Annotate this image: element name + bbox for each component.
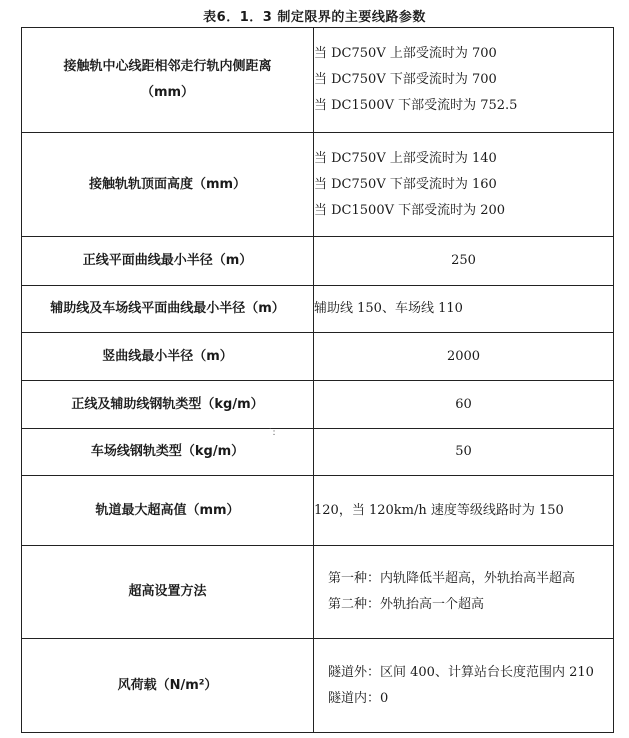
value-line: 当 DC750V 上部受流时为 140 — [314, 150, 497, 166]
table-row — [22, 28, 614, 133]
row-label: 超高设置方法 — [22, 546, 314, 639]
row-value: 2000 — [314, 333, 614, 381]
row-value: 250 — [314, 237, 614, 286]
table-row — [22, 476, 614, 546]
row-label: 正线及辅助线钢轨类型（kg/m） — [22, 381, 314, 429]
table-row — [22, 639, 614, 733]
label-line: 接触轨中心线距相邻走行轨内侧距离 — [63, 59, 272, 74]
label-line: （mm） — [140, 85, 195, 100]
table-row — [22, 333, 614, 381]
table-row — [22, 237, 614, 286]
row-value: 120，当 120km/h 速度等级线路时为 150 — [314, 476, 614, 546]
row-value: 50 — [314, 429, 614, 476]
row-label: 辅助线及车场线平面曲线最小半径（m） — [22, 286, 314, 333]
table-row — [22, 381, 614, 429]
row-value — [314, 133, 614, 237]
value-line: 当 DC1500V 下部受流时为 752.5 — [314, 98, 518, 113]
scan-speck: ˙: — [268, 428, 276, 438]
row-label: 接触轨轨顶面高度（mm） — [22, 133, 314, 237]
value-line: 当 DC750V 上部受流时为 700 — [314, 46, 497, 61]
table-row — [22, 429, 614, 476]
table-row — [22, 286, 614, 333]
value-line: 隧道内：0 — [328, 690, 389, 706]
row-label: 正线平面曲线最小半径（m） — [22, 237, 314, 286]
row-value: 辅助线 150、车场线 110 — [314, 286, 614, 333]
table-row — [22, 133, 614, 237]
value-line: 当 DC750V 下部受流时为 700 — [314, 72, 497, 87]
table-row — [22, 546, 614, 639]
row-value — [314, 28, 614, 133]
value-line: 隧道外：区间 400、计算站台长度范围内 210 — [328, 664, 594, 680]
row-value: 60 — [314, 381, 614, 429]
row-value — [314, 639, 614, 733]
value-line: 当 DC1500V 下部受流时为 200 — [314, 202, 506, 218]
row-label: 风荷载（N/m²） — [22, 639, 314, 733]
row-label: 竖曲线最小半径（m） — [22, 333, 314, 381]
row-value — [314, 546, 614, 639]
table-caption: 表6．1．3 制定限界的主要线路参数 — [203, 10, 426, 25]
parameters-table — [21, 27, 614, 733]
row-label — [22, 28, 314, 133]
row-label: 轨道最大超高值（mm） — [22, 476, 314, 546]
value-line: 当 DC750V 下部受流时为 160 — [314, 176, 497, 192]
value-line: 第二种：外轨抬高一个超高 — [328, 597, 485, 612]
value-line: 第一种：内轨降低半超高，外轨抬高半超高 — [328, 571, 576, 586]
row-label: 车场线钢轨类型（kg/m） — [22, 429, 314, 476]
